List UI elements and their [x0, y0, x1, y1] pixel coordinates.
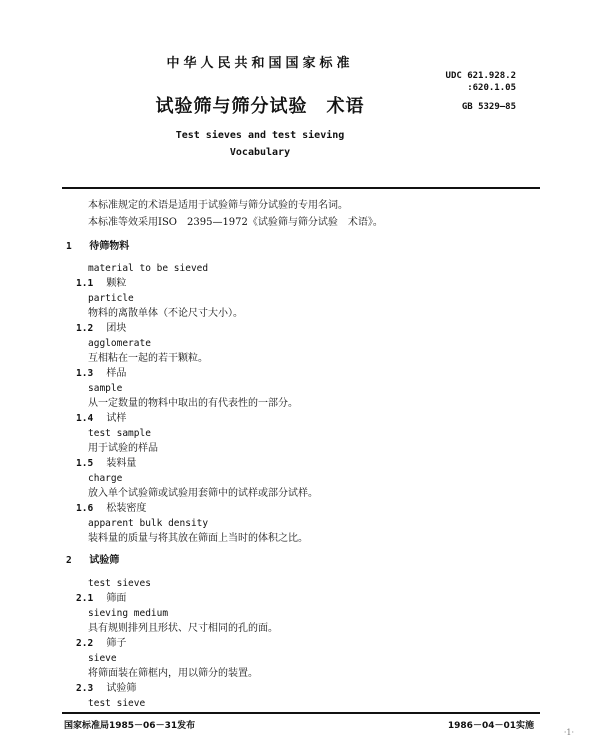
term-cn: 颗粒 [106, 278, 127, 289]
bottom-divider [62, 712, 540, 714]
issue-date: 国家标准局1985－06－31发布 [64, 721, 196, 731]
term-2-2-definition: 将筛面装在筛框内，用以筛分的装置。 [88, 668, 258, 679]
udc-code-line-2: :620.1.05 [467, 83, 516, 93]
page-corner-mark: ·1· [563, 728, 574, 737]
section-title: 待筛物料 [89, 241, 130, 252]
term-2-3 [76, 682, 136, 696]
term-cn: 样品 [106, 368, 127, 379]
term-number: 1.6 [76, 503, 94, 514]
term-1-5 [76, 457, 136, 471]
top-divider [62, 187, 540, 189]
gb-number: GB 5329—85 [461, 102, 516, 112]
term-2-3-en: test sieve [88, 698, 146, 709]
term-2-2-en: sieve [88, 653, 117, 664]
term-number: 2.2 [76, 638, 94, 649]
term-1-2-definition: 互相粘在一起的若干颗粒。 [88, 353, 208, 364]
national-standard-heading: 中华人民共和国国家标准 [166, 56, 354, 71]
term-cn: 试样 [106, 413, 127, 424]
term-1-1-en: particle [88, 293, 134, 304]
term-2-2 [76, 637, 126, 651]
section-1-title-en: material to be sieved [88, 263, 209, 274]
term-cn: 装料量 [106, 458, 137, 469]
term-number: 1.1 [76, 278, 94, 289]
term-number: 2.3 [76, 683, 94, 694]
term-cn: 松装密度 [106, 503, 147, 514]
section-title: 试验筛 [89, 555, 120, 566]
term-1-6 [76, 502, 146, 516]
section-number: 2 [66, 555, 72, 566]
intro-line-1: 本标准规定的术语是适用于试验筛与筛分试验的专用名词。 [88, 200, 348, 211]
document-title-cn: 试验筛与筛分试验 术语 [155, 96, 365, 117]
term-2-1-en: sieving medium [88, 608, 169, 619]
term-number: 1.2 [76, 323, 94, 334]
term-1-6-en: apparent bulk density [88, 518, 209, 529]
document-title-en: Test sieves and test sieving [175, 130, 345, 141]
term-1-1 [76, 277, 126, 291]
term-cn: 筛子 [106, 638, 127, 649]
term-2-1-definition: 具有规则排列且形状、尺寸相同的孔的面。 [88, 623, 278, 634]
term-1-5-definition: 放入单个试验筛或试验用套筛中的试样或部分试样。 [88, 488, 318, 499]
term-1-2-en: agglomerate [88, 338, 151, 349]
term-1-3-definition: 从一定数量的物料中取出的有代表性的一部分。 [88, 398, 298, 409]
document-subtitle-en: Vocabulary [229, 147, 291, 158]
term-1-5-en: charge [88, 473, 123, 484]
intro-line-2: 本标准等效采用ISO 2395—1972《试验筛与筛分试验 术语》。 [88, 217, 383, 228]
term-1-1-definition: 物料的离散单体（不论尺寸大小）。 [88, 308, 243, 319]
term-1-6-definition: 装料量的质量与将其放在筛面上当时的体积之比。 [88, 533, 308, 544]
section-2-heading [66, 554, 119, 568]
term-cn: 试验筛 [106, 683, 137, 694]
effective-date: 1986－04－01实施 [447, 721, 534, 731]
term-number: 1.5 [76, 458, 94, 469]
term-2-1 [76, 592, 126, 606]
term-number: 1.4 [76, 413, 94, 424]
term-1-4-en: test sample [88, 428, 151, 439]
term-1-4-definition: 用于试验的样品 [88, 443, 158, 454]
term-1-3 [76, 367, 126, 381]
term-number: 2.1 [76, 593, 94, 604]
term-cn: 筛面 [106, 593, 127, 604]
term-1-4 [76, 412, 126, 426]
section-1-heading [66, 240, 129, 254]
term-1-2 [76, 322, 126, 336]
term-cn: 团块 [106, 323, 127, 334]
term-1-3-en: sample [88, 383, 123, 394]
section-number: 1 [66, 241, 72, 252]
section-2-title-en: test sieves [88, 578, 151, 589]
term-number: 1.3 [76, 368, 94, 379]
udc-code-line-1: UDC 621.928.2 [445, 71, 516, 81]
